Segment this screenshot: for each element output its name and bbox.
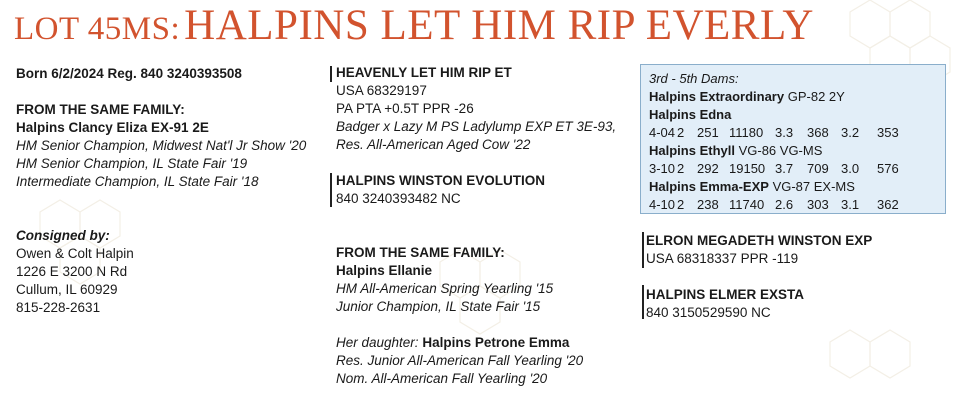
dam-entry: Halpins Extraordinary GP-82 2Y: [649, 89, 845, 104]
family-name: Halpins Ellanie: [336, 263, 433, 278]
dam-sire-name: HALPINS WINSTON EVOLUTION: [336, 173, 546, 188]
pedigree-bracket: [330, 173, 332, 207]
consignor-line: 815-228-2631: [16, 300, 101, 315]
right-column: [646, 232, 872, 322]
sire-pedigree: Res. All-American Aged Cow '22: [336, 137, 531, 152]
award-line: Junior Champion, IL State Fair '15: [336, 299, 541, 314]
consigned-label: Consigned by:: [16, 228, 110, 243]
animal-name: HALPINS LET HIM RIP EVERLY: [184, 2, 814, 49]
award-line: HM Senior Champion, IL State Fair '19: [16, 156, 248, 171]
sire-reg: USA 68318337 PPR -119: [646, 251, 799, 266]
daughter-line: [336, 334, 616, 352]
lot-number: LOT 45MS:: [14, 11, 181, 47]
family-header: FROM THE SAME FAMILY:: [16, 102, 185, 117]
sire-name: HEAVENLY LET HIM RIP ET: [336, 65, 512, 80]
sire-name: ELRON MEGADETH WINSTON EXP: [646, 233, 873, 248]
family-header: FROM THE SAME FAMILY:: [336, 245, 505, 260]
award-line: HM Senior Champion, Midwest Nat'l Jr Show '20: [16, 138, 307, 153]
dam-record: 4-04 2 251 11180 3.3 368 3.2 353: [649, 125, 899, 140]
dam-sire-reg: 840 3240393482 NC: [336, 191, 461, 206]
award-line: Res. Junior All-American Fall Yearling '20: [336, 353, 584, 368]
sire-reg: 840 3150529590 NC: [646, 305, 771, 320]
dams-box: [640, 64, 946, 214]
left-column: [16, 65, 306, 317]
consignor-line: 1226 E 3200 N Rd: [16, 264, 128, 279]
sire-pedigree: Badger x Lazy M PS Ladylump EXP ET 3E-93,: [336, 119, 617, 134]
dam-entry: Halpins Emma-EXP VG-87 EX-MS: [649, 179, 855, 194]
born-registration: Born 6/2/2024 Reg. 840 3240393508: [16, 66, 242, 81]
award-line: HM All-American Spring Yearling '15: [336, 281, 554, 296]
dam-record: 3-10 2 292 19150 3.7 709 3.0 576: [649, 161, 899, 176]
pedigree-bracket: [642, 232, 644, 268]
daughter-label: Her daughter:: [336, 335, 419, 350]
award-line: Nom. All-American Fall Yearling '20: [336, 371, 548, 386]
dam-entry: Halpins Ethyll VG-86 VG-MS: [649, 143, 823, 158]
sire-name: HALPINS ELMER EXSTA: [646, 287, 805, 302]
sire-line: PA PTA +0.5T PPR -26: [336, 101, 474, 116]
pedigree-bracket: [330, 66, 332, 82]
consignor-line: Cullum, IL 60929: [16, 282, 118, 297]
award-line: Intermediate Champion, IL State Fair '18: [16, 174, 259, 189]
sire-line: USA 68329197: [336, 83, 427, 98]
family-name: Halpins Clancy Eliza EX-91 2E: [16, 120, 209, 135]
consignor-line: Owen & Colt Halpin: [16, 246, 134, 261]
daughter-name: Halpins Petrone Emma: [422, 335, 570, 350]
dams-header: 3rd - 5th Dams:: [649, 71, 739, 86]
middle-column: [336, 64, 616, 388]
page-title: [14, 4, 814, 47]
pedigree-bracket: [642, 285, 644, 319]
dam-record: 4-10 2 238 11740 2.6 303 3.1 362: [649, 197, 899, 212]
dam-entry: Halpins Edna: [649, 107, 732, 122]
